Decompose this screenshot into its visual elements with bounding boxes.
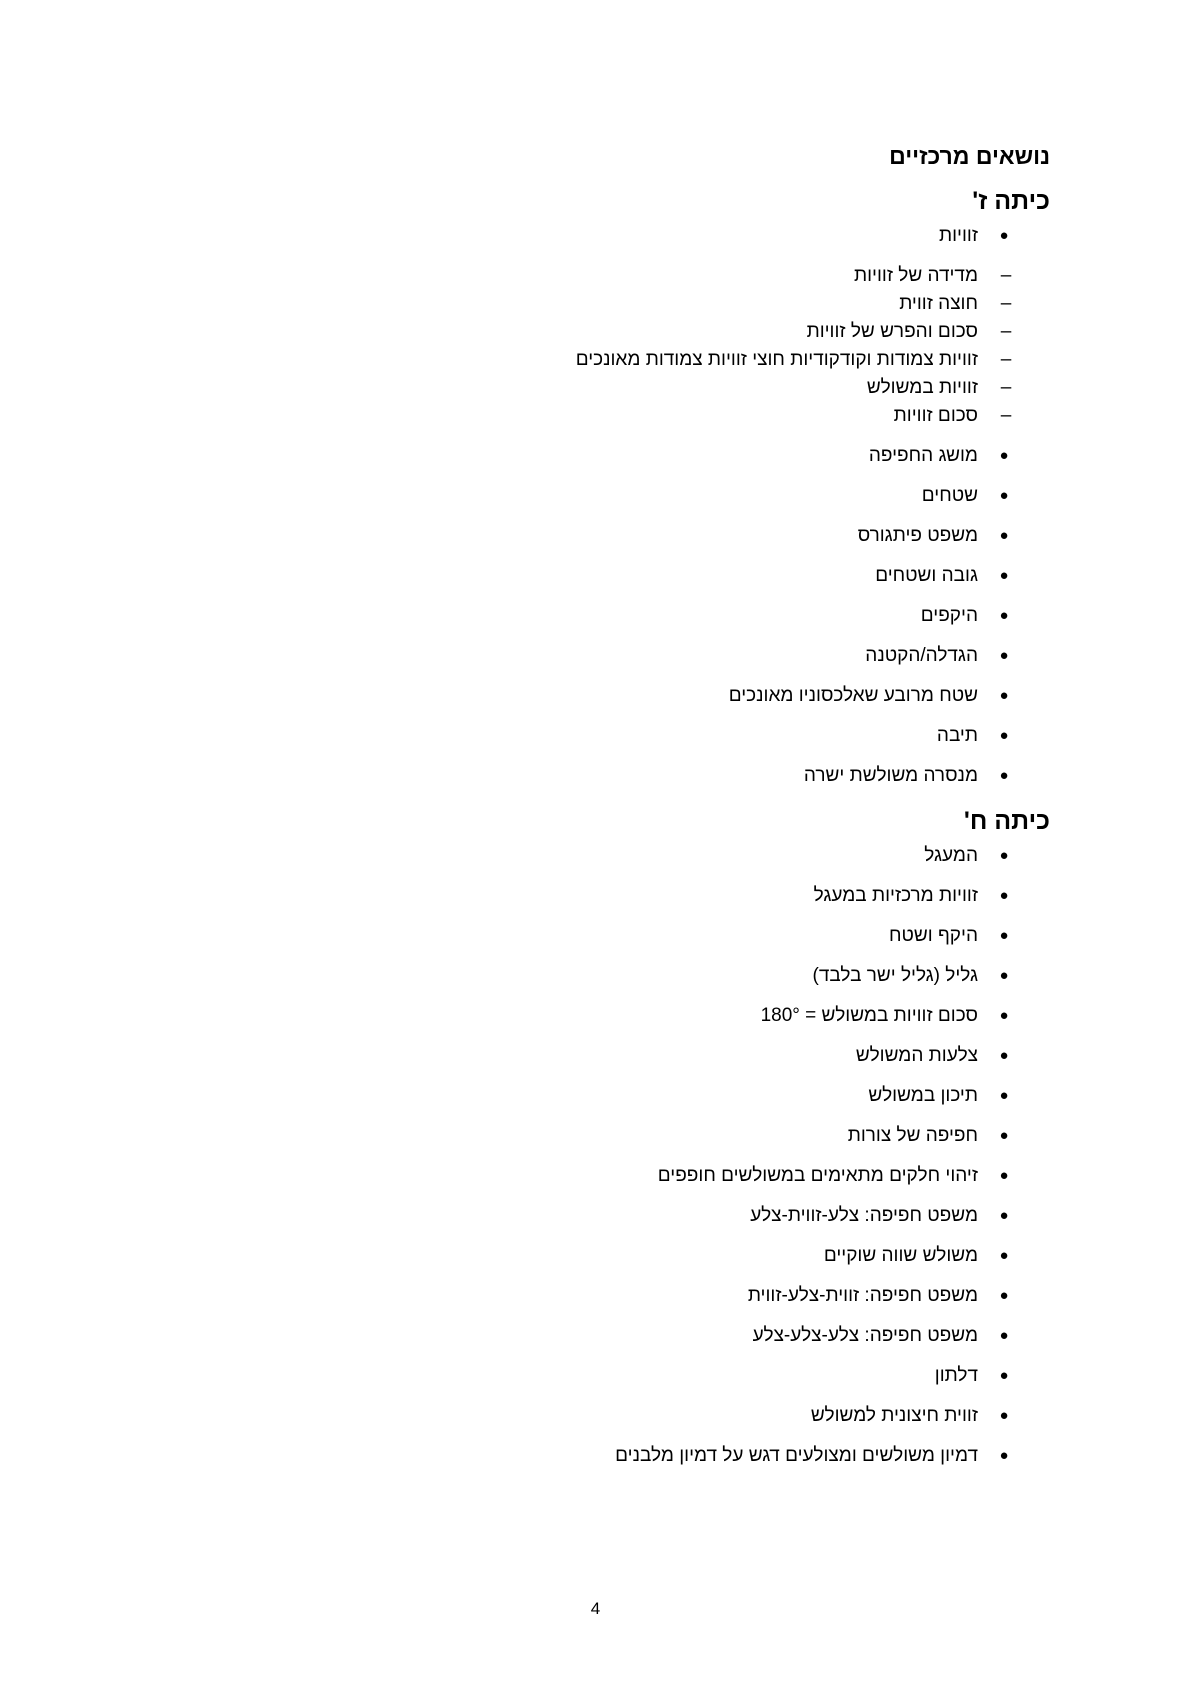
list-item	[350, 1364, 1050, 1392]
list-item-text: זוויות צמודות וקודקודיות חוצי זוויות צמודות מאונכים	[575, 349, 978, 370]
dash-marker-icon: –	[1000, 405, 1012, 426]
list-item-text: זוויות מרכזיות במעגל	[813, 885, 978, 906]
bullet-icon: ●	[999, 847, 1009, 864]
list-item	[350, 1324, 1050, 1352]
list-item-text: גובה ושטחים	[875, 565, 978, 586]
bullet-icon: ●	[999, 927, 1009, 944]
dash-marker-icon: –	[1000, 265, 1012, 286]
list-item	[350, 924, 1050, 952]
list-item-text: משפט חפיפה: צלע-זווית-צלע	[750, 1205, 978, 1226]
topic-list	[350, 224, 1050, 792]
list-item	[350, 1204, 1050, 1232]
bullet-icon: ●	[999, 1007, 1009, 1024]
list-item-text: תיכון במשולש	[868, 1085, 978, 1106]
list-item-text: זיהוי חלקים מתאימים במשולשים חופפים	[657, 1165, 978, 1186]
bullet-icon: ●	[999, 227, 1009, 244]
bullet-icon: ●	[999, 1127, 1009, 1144]
list-item	[350, 1124, 1050, 1152]
list-item-text: משולש שווה שוקיים	[823, 1245, 978, 1266]
list-item	[350, 964, 1050, 992]
bullet-icon: ●	[999, 1327, 1009, 1344]
list-item	[350, 684, 1050, 712]
sub-list-item	[350, 404, 1050, 432]
sub-list-item	[350, 264, 1050, 292]
bullet-icon: ●	[999, 1087, 1009, 1104]
list-item-text: מנסרה משולשת ישרה	[803, 765, 978, 786]
dash-marker-icon: –	[1000, 293, 1012, 314]
bullet-icon: ●	[999, 1407, 1009, 1424]
list-item-text: שטחים	[921, 485, 978, 506]
page-number: 4	[590, 1599, 601, 1618]
list-item	[350, 1444, 1050, 1472]
list-item-text: משפט פיתגורס	[857, 525, 978, 546]
topic-list	[350, 844, 1050, 1472]
sub-list-item	[350, 320, 1050, 348]
list-item-text: סכום והפרש של זוויות	[806, 321, 978, 342]
bullet-icon: ●	[999, 967, 1009, 984]
list-item	[350, 1404, 1050, 1432]
sub-list-item	[350, 292, 1050, 320]
list-item-text: דלתון	[934, 1365, 978, 1386]
list-item	[350, 564, 1050, 592]
list-item	[350, 884, 1050, 912]
list-item	[350, 604, 1050, 632]
list-item	[350, 724, 1050, 752]
list-item-text: סכום זוויות	[893, 405, 978, 426]
list-item	[350, 1084, 1050, 1112]
bullet-icon: ●	[999, 1447, 1009, 1464]
bullet-icon: ●	[999, 567, 1009, 584]
list-item	[350, 524, 1050, 552]
bullet-icon: ●	[999, 447, 1009, 464]
list-item	[350, 1244, 1050, 1272]
list-item-text: סכום זוויות במשולש = 180°	[760, 1005, 978, 1026]
bullet-icon: ●	[999, 607, 1009, 624]
bullet-icon: ●	[999, 1207, 1009, 1224]
list-item-text: זוויות במשולש	[866, 377, 978, 398]
bullet-icon: ●	[999, 1047, 1009, 1064]
list-item-text: משפט חפיפה: צלע-צלע-צלע	[752, 1325, 978, 1346]
list-item-text: משפט חפיפה: זווית-צלע-זווית	[747, 1285, 978, 1306]
list-item-text: מדידה של זוויות	[853, 265, 978, 286]
list-item	[350, 224, 1050, 252]
list-item-text: היקפים	[920, 605, 978, 626]
list-item-text: תיבה	[936, 725, 978, 746]
bullet-icon: ●	[999, 1287, 1009, 1304]
list-item	[350, 844, 1050, 872]
list-item-text: חפיפה של צורות	[847, 1125, 978, 1146]
section-heading: כיתה ז'	[972, 187, 1050, 215]
list-item	[350, 484, 1050, 512]
page-title: נושאים מרכזיים	[889, 143, 1050, 169]
sections-container	[350, 184, 1050, 1472]
bullet-icon: ●	[999, 727, 1009, 744]
list-item	[350, 1164, 1050, 1192]
bullet-icon: ●	[999, 1167, 1009, 1184]
dash-marker-icon: –	[1000, 349, 1012, 370]
list-item-text: דמיון משולשים ומצולעים דגש על דמיון מלבנים	[615, 1445, 978, 1466]
list-item-text: זווית חיצונית למשולש	[810, 1405, 978, 1426]
bullet-icon: ●	[999, 487, 1009, 504]
list-item-text: היקף ושטח	[888, 925, 978, 946]
bullet-icon: ●	[999, 527, 1009, 544]
section-heading: כיתה ח'	[963, 807, 1050, 835]
sub-list-item	[350, 376, 1050, 404]
list-item-text: צלעות המשולש	[855, 1045, 978, 1066]
sub-list-item	[350, 348, 1050, 376]
list-item-text: זוויות	[938, 225, 978, 246]
list-item-text: חוצה זווית	[899, 293, 978, 314]
list-item	[350, 644, 1050, 672]
list-item	[350, 444, 1050, 472]
list-item-text: המעגל	[924, 845, 978, 866]
dash-marker-icon: –	[1000, 321, 1012, 342]
dash-marker-icon: –	[1000, 377, 1012, 398]
list-item	[350, 764, 1050, 792]
list-item-text: מושג החפיפה	[868, 445, 978, 466]
bullet-icon: ●	[999, 687, 1009, 704]
list-item	[350, 1044, 1050, 1072]
list-item-text: הגדלה/הקטנה	[865, 645, 978, 666]
list-item-text: שטח מרובע שאלכסוניו מאונכים	[728, 685, 978, 706]
bullet-icon: ●	[999, 647, 1009, 664]
bullet-icon: ●	[999, 887, 1009, 904]
bullet-icon: ●	[999, 1247, 1009, 1264]
list-item-text: גליל (גליל ישר בלבד)	[812, 965, 978, 986]
bullet-icon: ●	[999, 1367, 1009, 1384]
list-item	[350, 1004, 1050, 1032]
list-item	[350, 1284, 1050, 1312]
document-content	[350, 140, 1050, 1484]
bullet-icon: ●	[999, 767, 1009, 784]
